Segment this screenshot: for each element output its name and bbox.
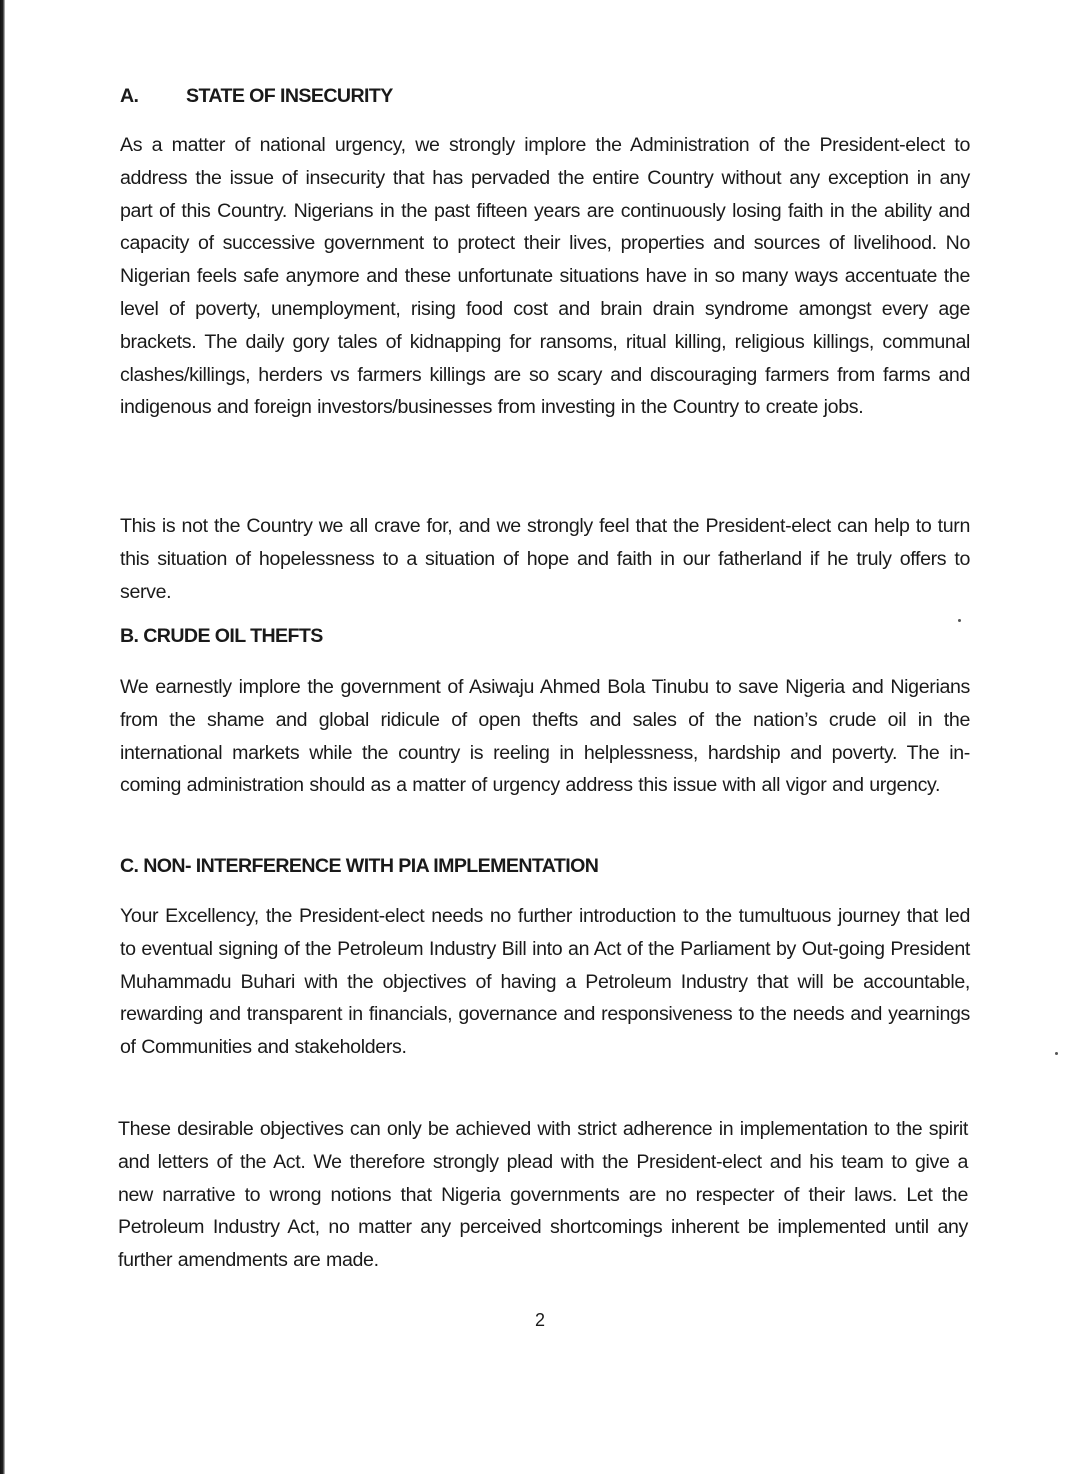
- section-c-paragraph-1: Your Excellency, the President-elect needs no further introduction to the tumultuous journey that led to eventual signing of the Petroleum Industry Bill into an Act of the Parliament by Out-going President Muhammadu Buhari with the objectives of having a Petroleum Industry that will be accountable, rewarding and transparent in financials, governance and responsiveness to the needs and yearnings of Communities and stakeholders.: [120, 905, 970, 1059]
- section-a-paragraph-1: As a matter of national urgency, we strongly implore the Administration of the President-elect to address the issue of insecurity that has pervaded the entire Country without any exception in any part of this Country. Nigerians in the past fifteen years are continuously losing faith in the ability and capacity of successive government to protect their lives, properties and sources of livelihood. No Nigerian feels safe anymore and these unfortunate situations have in so many ways accentuate the level of poverty, unemployment, rising food cost and brain drain syndrome amongst every age brackets. The daily gory tales of kidnapping for ransoms, ritual killing, religious killings, communal clashes/killings, herders vs farmers killings are so scary and discouraging farmers from farms and indigenous and foreign investors/businesses from investing in the Country to create jobs.: [120, 134, 970, 419]
- scan-speck: [1055, 1052, 1058, 1055]
- section-a-heading: [120, 80, 393, 112]
- section-a-number: A.: [120, 85, 139, 107]
- section-a-paragraph-2: This is not the Country we all crave for, and we strongly feel that the President-elect can help to turn this situation of hopelessness to a situation of hope and faith in our fatherland if he truly offers to serve.: [120, 515, 970, 603]
- section-b-paragraph-1: We earnestly implore the government of Asiwaju Ahmed Bola Tinubu to save Nigeria and Nigerians from the shame and global ridicule of open thefts and sales of the nation’s crude oil in the international markets while the country is reeling in helplessness, hardship and poverty. The in-coming administration should as a matter of urgency address this issue with all vigor and urgency.: [120, 676, 970, 797]
- section-a-title: STATE OF INSECURITY: [186, 85, 393, 107]
- section-b-heading: B. CRUDE OIL THEFTS: [120, 625, 323, 647]
- scan-speck: [958, 619, 961, 622]
- section-c-paragraph-2: These desirable objectives can only be achieved with strict adherence in implementation to the spirit and letters of the Act. We therefore strongly plead with the President-elect and his team to give a new narrative to wrong notions that Nigeria governments are no respecter of their laws. Let the Petroleum Industry Act, no matter any perceived shortcomings inherent be implemented until any further amendments are made.: [118, 1118, 968, 1272]
- page-number: 2: [534, 1310, 545, 1330]
- scan-border: [0, 0, 5, 1474]
- section-c-heading: C. NON- INTERFERENCE WITH PIA IMPLEMENTATION: [120, 855, 599, 877]
